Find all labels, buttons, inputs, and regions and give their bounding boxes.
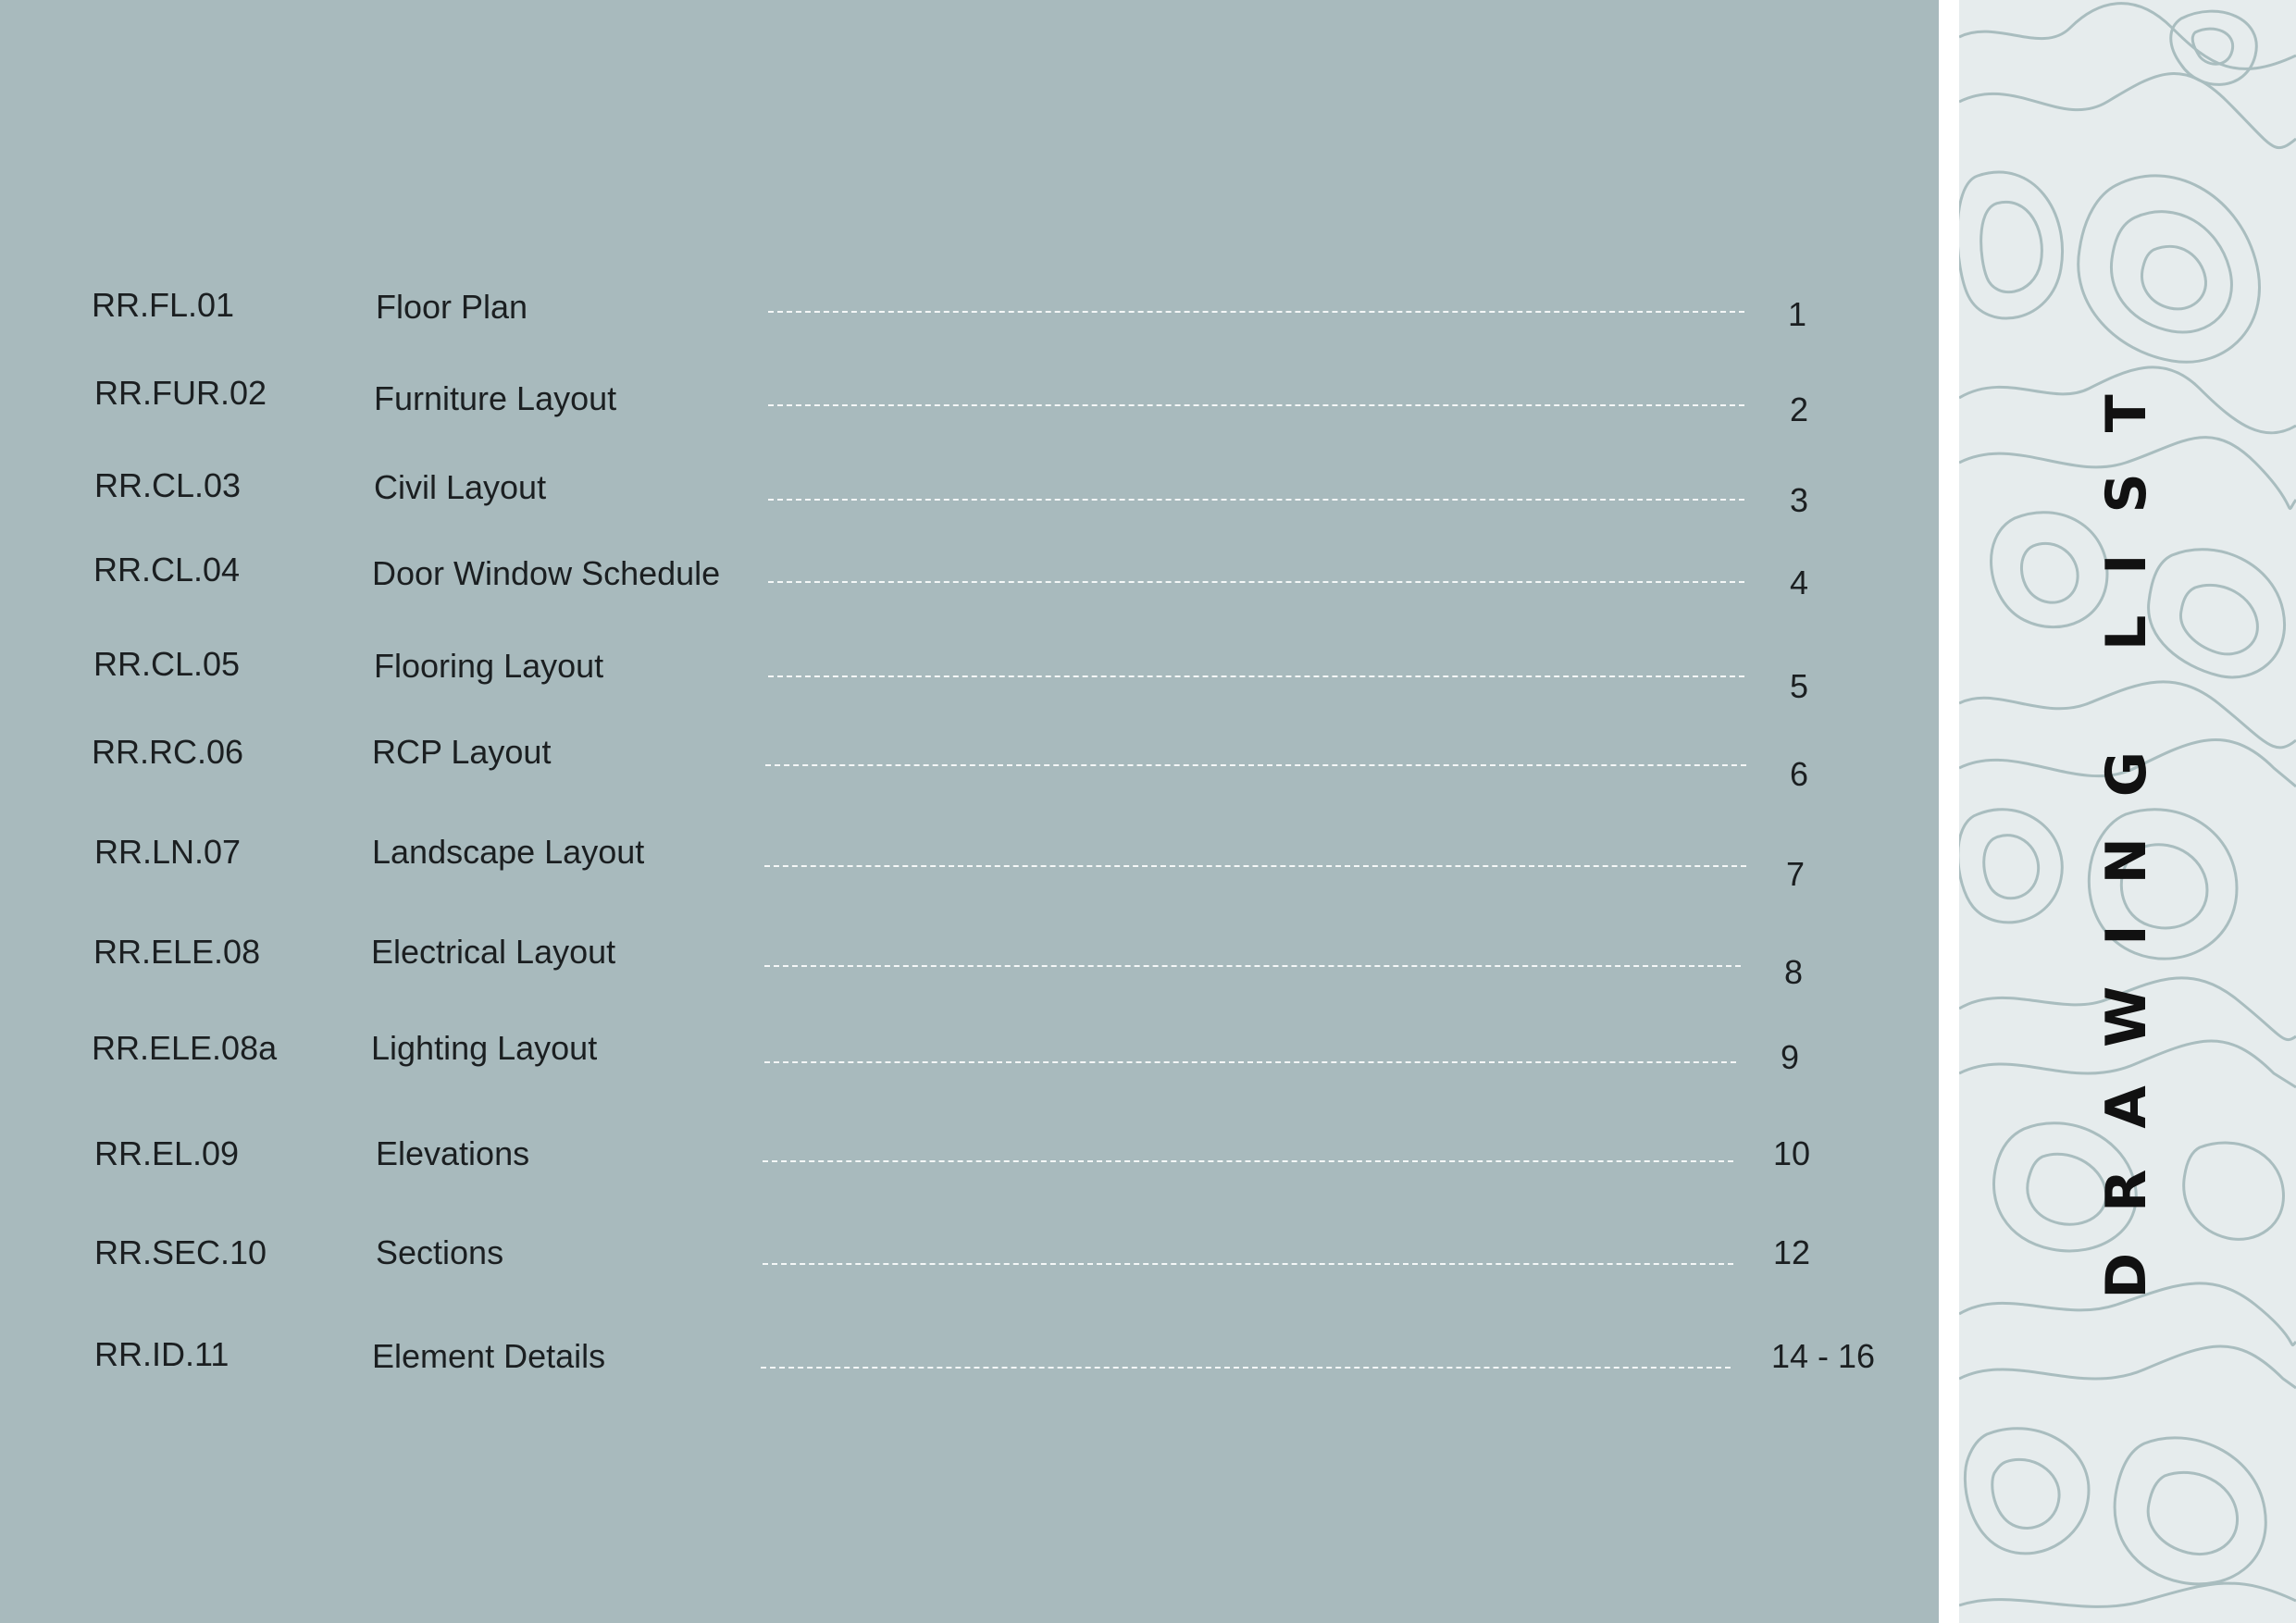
drawing-row (0, 375, 1939, 440)
leader-line (768, 311, 1744, 313)
page-number: 12 (1773, 1233, 1811, 1271)
page-number: 6 (1790, 755, 1809, 793)
drawing-name: Door Window Schedule (372, 554, 721, 592)
drawing-code: RR.CL.03 (94, 466, 242, 504)
drawing-code: RR.RC.06 (92, 733, 244, 771)
page-number: 9 (1781, 1038, 1800, 1076)
page-number: 1 (1788, 295, 1807, 333)
drawing-row (0, 934, 1939, 998)
leader-line (763, 1263, 1733, 1265)
page-number: 3 (1790, 481, 1809, 519)
leader-line (763, 1160, 1733, 1162)
drawing-row (0, 1030, 1939, 1095)
leader-line (764, 865, 1746, 867)
drawing-row (0, 551, 1939, 616)
drawing-name: Elevations (376, 1134, 530, 1172)
page-number: 2 (1790, 390, 1809, 428)
page-number: 14 - 16 (1771, 1337, 1876, 1375)
drawing-code: RR.CL.04 (93, 551, 241, 588)
page-number: 7 (1786, 855, 1806, 893)
drawing-code: RR.ELE.08a (92, 1029, 278, 1067)
drawing-row (0, 1135, 1939, 1200)
drawing-name: Furniture Layout (374, 379, 617, 417)
leader-line (768, 404, 1744, 406)
drawing-code: RR.FL.01 (92, 286, 235, 324)
drawing-row (0, 734, 1939, 799)
page-number: 10 (1773, 1134, 1811, 1172)
drawing-code: RR.ELE.08 (93, 933, 261, 971)
drawing-row (0, 1336, 1939, 1401)
drawing-row (0, 467, 1939, 532)
drawing-name: Lighting Layout (371, 1029, 598, 1067)
page-number: 4 (1790, 564, 1809, 601)
leader-line (768, 499, 1744, 501)
drawing-code: RR.ID.11 (94, 1335, 230, 1373)
drawing-name: RCP Layout (372, 733, 552, 771)
drawing-code: RR.FUR.02 (94, 374, 267, 412)
drawing-name: Flooring Layout (374, 647, 604, 685)
leader-line (768, 581, 1744, 583)
leader-line (765, 764, 1746, 766)
page-number: 8 (1784, 953, 1804, 991)
drawing-code: RR.SEC.10 (94, 1233, 267, 1271)
leader-line (768, 675, 1744, 677)
page-number: 5 (1790, 667, 1809, 705)
drawing-name: Landscape Layout (372, 833, 645, 871)
drawing-code: RR.EL.09 (94, 1134, 240, 1172)
drawing-name: Electrical Layout (371, 933, 616, 971)
drawing-row (0, 834, 1939, 898)
drawing-list-title: DRAWING LIST (2094, 353, 2159, 1299)
leader-line (761, 1367, 1731, 1369)
drawing-code: RR.LN.07 (94, 833, 242, 871)
drawing-code: RR.CL.05 (93, 645, 241, 683)
drawing-name: Floor Plan (376, 288, 528, 326)
drawing-name: Civil Layout (374, 468, 547, 506)
leader-line (764, 1061, 1736, 1063)
drawing-row (0, 646, 1939, 711)
divider-strip (1939, 0, 1959, 1623)
drawing-row (0, 1234, 1939, 1299)
drawing-name: Sections (376, 1233, 504, 1271)
drawing-row (0, 287, 1939, 352)
leader-line (764, 965, 1741, 967)
drawing-name: Element Details (372, 1337, 606, 1375)
